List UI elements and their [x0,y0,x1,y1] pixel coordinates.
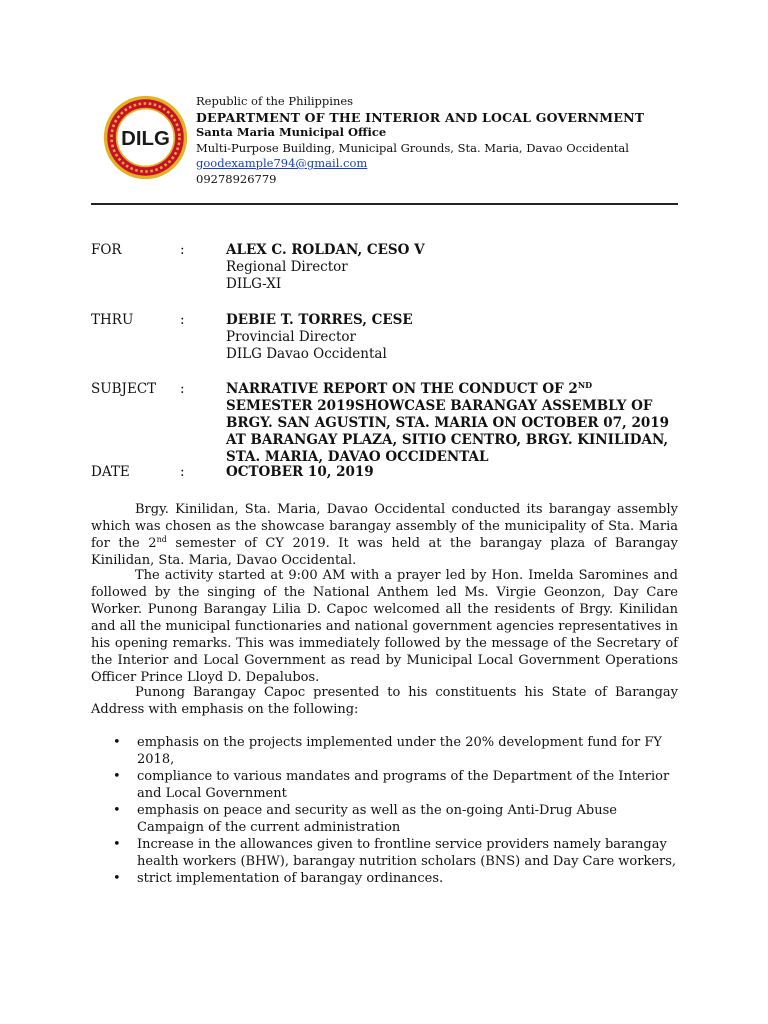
bullet-icon: • [113,871,121,886]
thru-office: DILG Davao Occidental [226,346,387,362]
email-link[interactable]: goodexample794@gmail.com [196,156,368,170]
thru-label: THRU [91,312,134,328]
thru-name: DEBIE T. TORRES, CESE [226,312,413,328]
bullet-icon: • [113,803,121,818]
letterhead-divider [91,203,678,205]
office-address: Multi-Purpose Building, Municipal Grounds, Sta. Maria, Davao Occidental [196,140,629,155]
date-value: OCTOBER 10, 2019 [226,464,374,480]
thru-colon: : [180,312,185,328]
for-office: DILG-XI [226,276,282,292]
subject-text: NARRATIVE REPORT ON THE CONDUCT OF 2ND SEMESTER 2019SHOWCASE BARANGAY ASSEMBLY OF BRGY. SAN AGUSTIN, STA. MARIA ON OCTOBER 07, 2019 AT BARANGAY PLAZA, SITIO CENTRO, BRGY. KINILIDAN, STA. MARIA, DAVAO OCCIDENTAL [226,380,670,465]
subject-colon: : [180,381,185,397]
republic-line: Republic of the Philippines [196,94,354,108]
paragraph-3: Punong Barangay Capoc presented to his constituents his State of Barangay Address with emphasis on the following: [91,685,678,717]
bullet-icon: • [113,735,121,750]
list-item: • emphasis on the projects implemented under the 20% development fund for FY 2018, [113,735,662,767]
paragraph-2: The activity started at 9:00 AM with a prayer led by Hon. Imelda Saromines and followed by the singing of the National Anthem led Ms. Virgie Geonzon, Day Care Worker. Punong Barangay Lilia D. Capoc welcomed all the residents of Brgy. Kinilidan and all the municipal functionaries and national government agencies representatives in his opening remarks. This was immediately followed by the message of the Secretary of the Interior and Local Government as read by Municipal Local Government Operations Officer Prince Lloyd D. Depalubos. [91,568,678,685]
for-colon: : [180,242,185,258]
date-label: DATE [91,464,130,480]
bullet-icon: • [113,837,121,852]
office-name: Santa Maria Municipal Office [196,125,387,139]
bullet-icon: • [113,769,121,784]
list-item: • compliance to various mandates and programs of the Department of the Interior and Local Government [113,769,670,801]
paragraph-1: Brgy. Kinilidan, Sta. Maria, Davao Occidental conducted its barangay assembly which was chosen as the showcase barangay assembly of the municipality of Sta. Maria for the 2nd semester of CY 2019. It was held at the barangay plaza of Barangay Kinilidan, Sta. Maria, Davao Occidental. [91,502,678,568]
emphasis-list [91,735,678,889]
list-item: • strict implementation of barangay ordinances. [113,871,444,886]
list-item: • emphasis on peace and security as well as the on-going Anti-Drug Abuse Campaign of the current administration [113,803,617,835]
thru-title: Provincial Director [226,329,356,345]
dilg-logo-text: DILG [121,128,170,151]
subject-label: SUBJECT [91,381,157,397]
list-item: • Increase in the allowances given to frontline service providers namely barangay health workers (BHW), barangay nutrition scholars (BNS) and Day Care workers, [113,837,677,869]
date-colon: : [180,464,185,480]
letterhead [196,94,644,187]
department-name: DEPARTMENT OF THE INTERIOR AND LOCAL GOVERNMENT [196,109,645,125]
phone-number: 09278926779 [196,171,277,186]
for-label: FOR [91,242,122,258]
for-title: Regional Director [226,259,348,275]
dilg-seal-logo [103,95,188,180]
for-name: ALEX C. ROLDAN, CESO V [226,242,425,258]
